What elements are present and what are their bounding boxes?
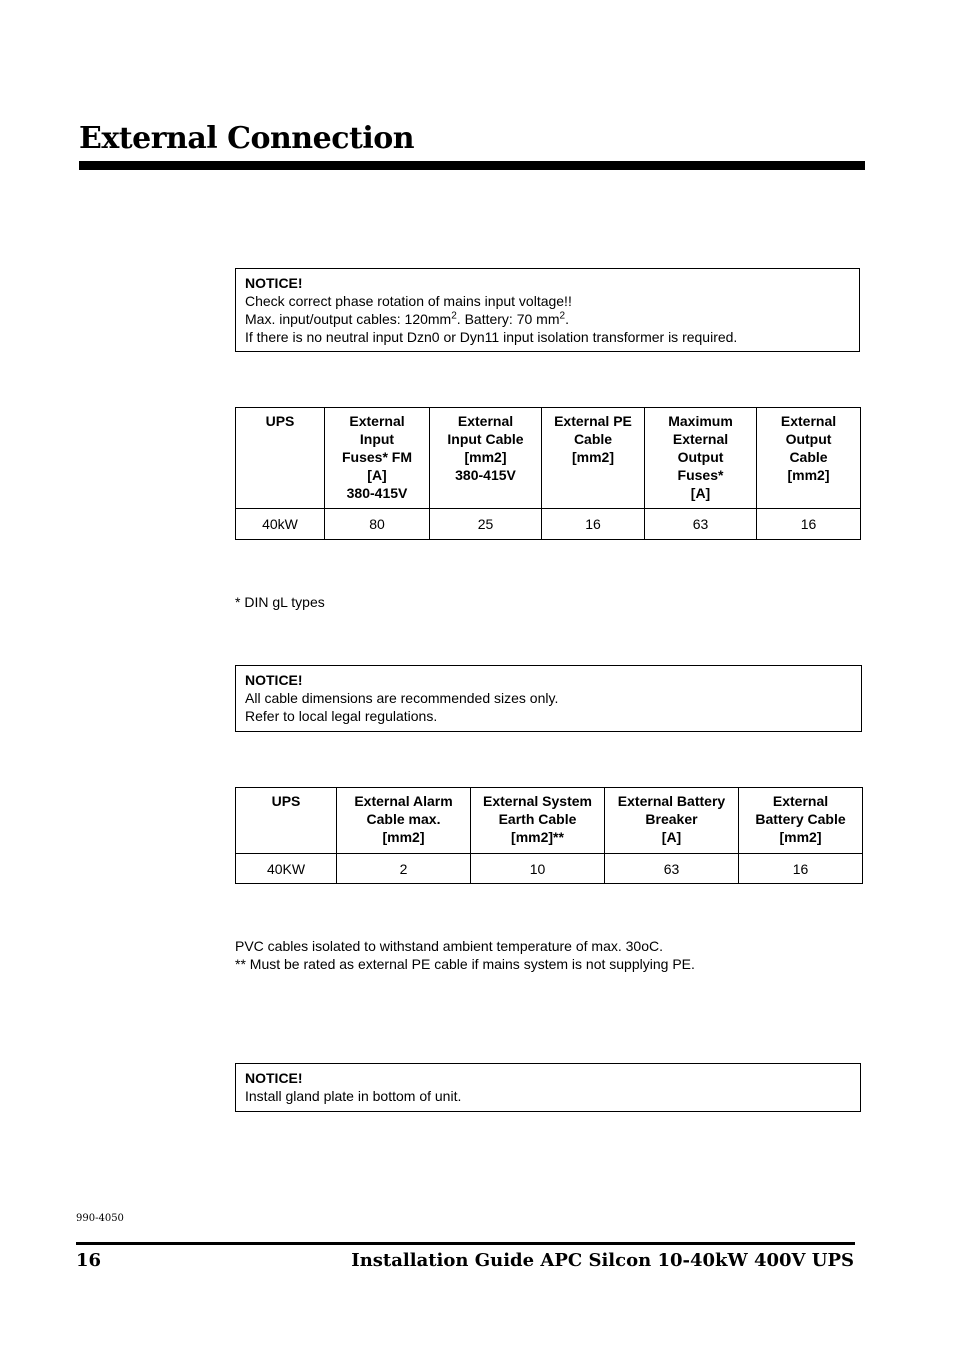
notice-line: Check correct phase rotation of mains input voltage!! bbox=[245, 293, 572, 309]
header-cell bbox=[337, 788, 471, 854]
header-text: [mm2]** bbox=[511, 829, 564, 845]
header-text: Output bbox=[785, 431, 832, 447]
header-text: Fuses* FM bbox=[341, 449, 412, 465]
header-text: External bbox=[457, 413, 514, 429]
header-text: External Alarm bbox=[354, 793, 453, 809]
header-text: External PE bbox=[554, 413, 632, 429]
header-text: [A] bbox=[690, 485, 711, 501]
header-cell bbox=[645, 408, 757, 509]
text-part: . Battery: 70 mm bbox=[456, 311, 560, 327]
table-cell: 63 bbox=[605, 854, 739, 884]
header-text: [A] bbox=[367, 467, 387, 483]
table-row bbox=[236, 509, 861, 540]
header-text: 380-415V bbox=[455, 467, 516, 483]
header-text: Input Cable bbox=[447, 431, 524, 447]
notice-line: All cable dimensions are recommended sizes only. bbox=[245, 690, 559, 706]
header-cell bbox=[542, 408, 645, 509]
header-text: External bbox=[672, 431, 729, 447]
header-text: [mm2] bbox=[464, 449, 507, 465]
table-cell: 10 bbox=[471, 854, 605, 884]
notice-line: Refer to local legal regulations. bbox=[245, 708, 438, 724]
table-cell: 63 bbox=[645, 509, 757, 540]
header-cell bbox=[739, 788, 863, 854]
table-cell: 2 bbox=[337, 854, 471, 884]
table-cell: 40KW bbox=[236, 854, 337, 884]
note-pe-rating: ** Must be rated as external PE cable if mains system is not supplying PE. bbox=[235, 956, 695, 972]
header-text: Cable max. bbox=[366, 811, 441, 827]
footer-rule bbox=[76, 1242, 855, 1245]
header-text: Cable bbox=[573, 431, 613, 447]
header-text: External bbox=[349, 413, 405, 429]
header-cell bbox=[236, 408, 325, 509]
header-text: Maximum bbox=[668, 413, 733, 429]
notice-line: Install gland plate in bottom of unit. bbox=[245, 1088, 462, 1104]
notice-heading: NOTICE! bbox=[245, 275, 303, 291]
alarm-battery-cable-table bbox=[235, 787, 863, 884]
notice-heading: NOTICE! bbox=[245, 1070, 303, 1086]
text-part: . bbox=[565, 311, 569, 327]
footnote-din: * DIN gL types bbox=[235, 594, 325, 610]
table-header-row bbox=[236, 788, 863, 854]
header-text: Output bbox=[677, 449, 724, 465]
notice-box-phase bbox=[235, 268, 860, 352]
superscript: 2 bbox=[559, 310, 566, 322]
notice-heading: NOTICE! bbox=[245, 672, 303, 688]
title-rule bbox=[79, 161, 865, 170]
header-cell bbox=[430, 408, 542, 509]
header-cell bbox=[471, 788, 605, 854]
header-text: [A] bbox=[661, 829, 682, 845]
note-pvc: PVC cables isolated to withstand ambient temperature of max. 30oC. bbox=[235, 938, 663, 954]
header-text: 380-415V bbox=[346, 485, 408, 501]
document-number: 990-4050 bbox=[76, 1213, 124, 1224]
text-part: Max. input/output cables: 120mm bbox=[245, 311, 452, 327]
header-cell bbox=[757, 408, 861, 509]
header-text: External bbox=[780, 413, 837, 429]
header-text: [mm2] bbox=[571, 449, 614, 465]
table-cell: 16 bbox=[739, 854, 863, 884]
header-text: Battery Cable bbox=[755, 811, 846, 827]
header-text: Breaker bbox=[645, 811, 698, 827]
header-text: External Battery bbox=[617, 793, 726, 809]
header-text: External System bbox=[483, 793, 592, 809]
table-cell: 25 bbox=[430, 509, 542, 540]
header-text: UPS bbox=[271, 793, 301, 809]
input-output-cable-table bbox=[235, 407, 861, 540]
header-cell bbox=[605, 788, 739, 854]
table-cell: 16 bbox=[757, 509, 861, 540]
table-row bbox=[236, 854, 863, 884]
notice-line-cables bbox=[245, 310, 850, 328]
header-text: Input bbox=[359, 431, 395, 447]
table-cell: 80 bbox=[325, 509, 430, 540]
header-cell bbox=[236, 788, 337, 854]
header-text: External bbox=[772, 793, 829, 809]
notice-line: If there is no neutral input Dzn0 or Dyn11 input isolation transformer is required. bbox=[245, 329, 738, 345]
notice-box-recommended bbox=[235, 665, 862, 732]
header-text: UPS bbox=[265, 413, 295, 429]
header-text: [mm2] bbox=[787, 467, 830, 483]
header-text: [mm2] bbox=[382, 829, 425, 845]
table-header-row bbox=[236, 408, 861, 509]
page-title: External Connection bbox=[79, 121, 415, 156]
table-cell: 16 bbox=[542, 509, 645, 540]
header-text: [mm2] bbox=[779, 829, 822, 845]
guide-title: Installation Guide APC Silcon 10-40kW 400V UPS bbox=[351, 1250, 854, 1271]
header-text: Cable bbox=[789, 449, 828, 465]
table-cell: 40kW bbox=[236, 509, 325, 540]
header-cell bbox=[325, 408, 430, 509]
page-number: 16 bbox=[76, 1250, 102, 1271]
header-text: Earth Cable bbox=[498, 811, 577, 827]
notice-box-gland-plate bbox=[235, 1063, 861, 1112]
superscript: 2 bbox=[451, 310, 457, 322]
header-text: Fuses* bbox=[677, 467, 724, 483]
